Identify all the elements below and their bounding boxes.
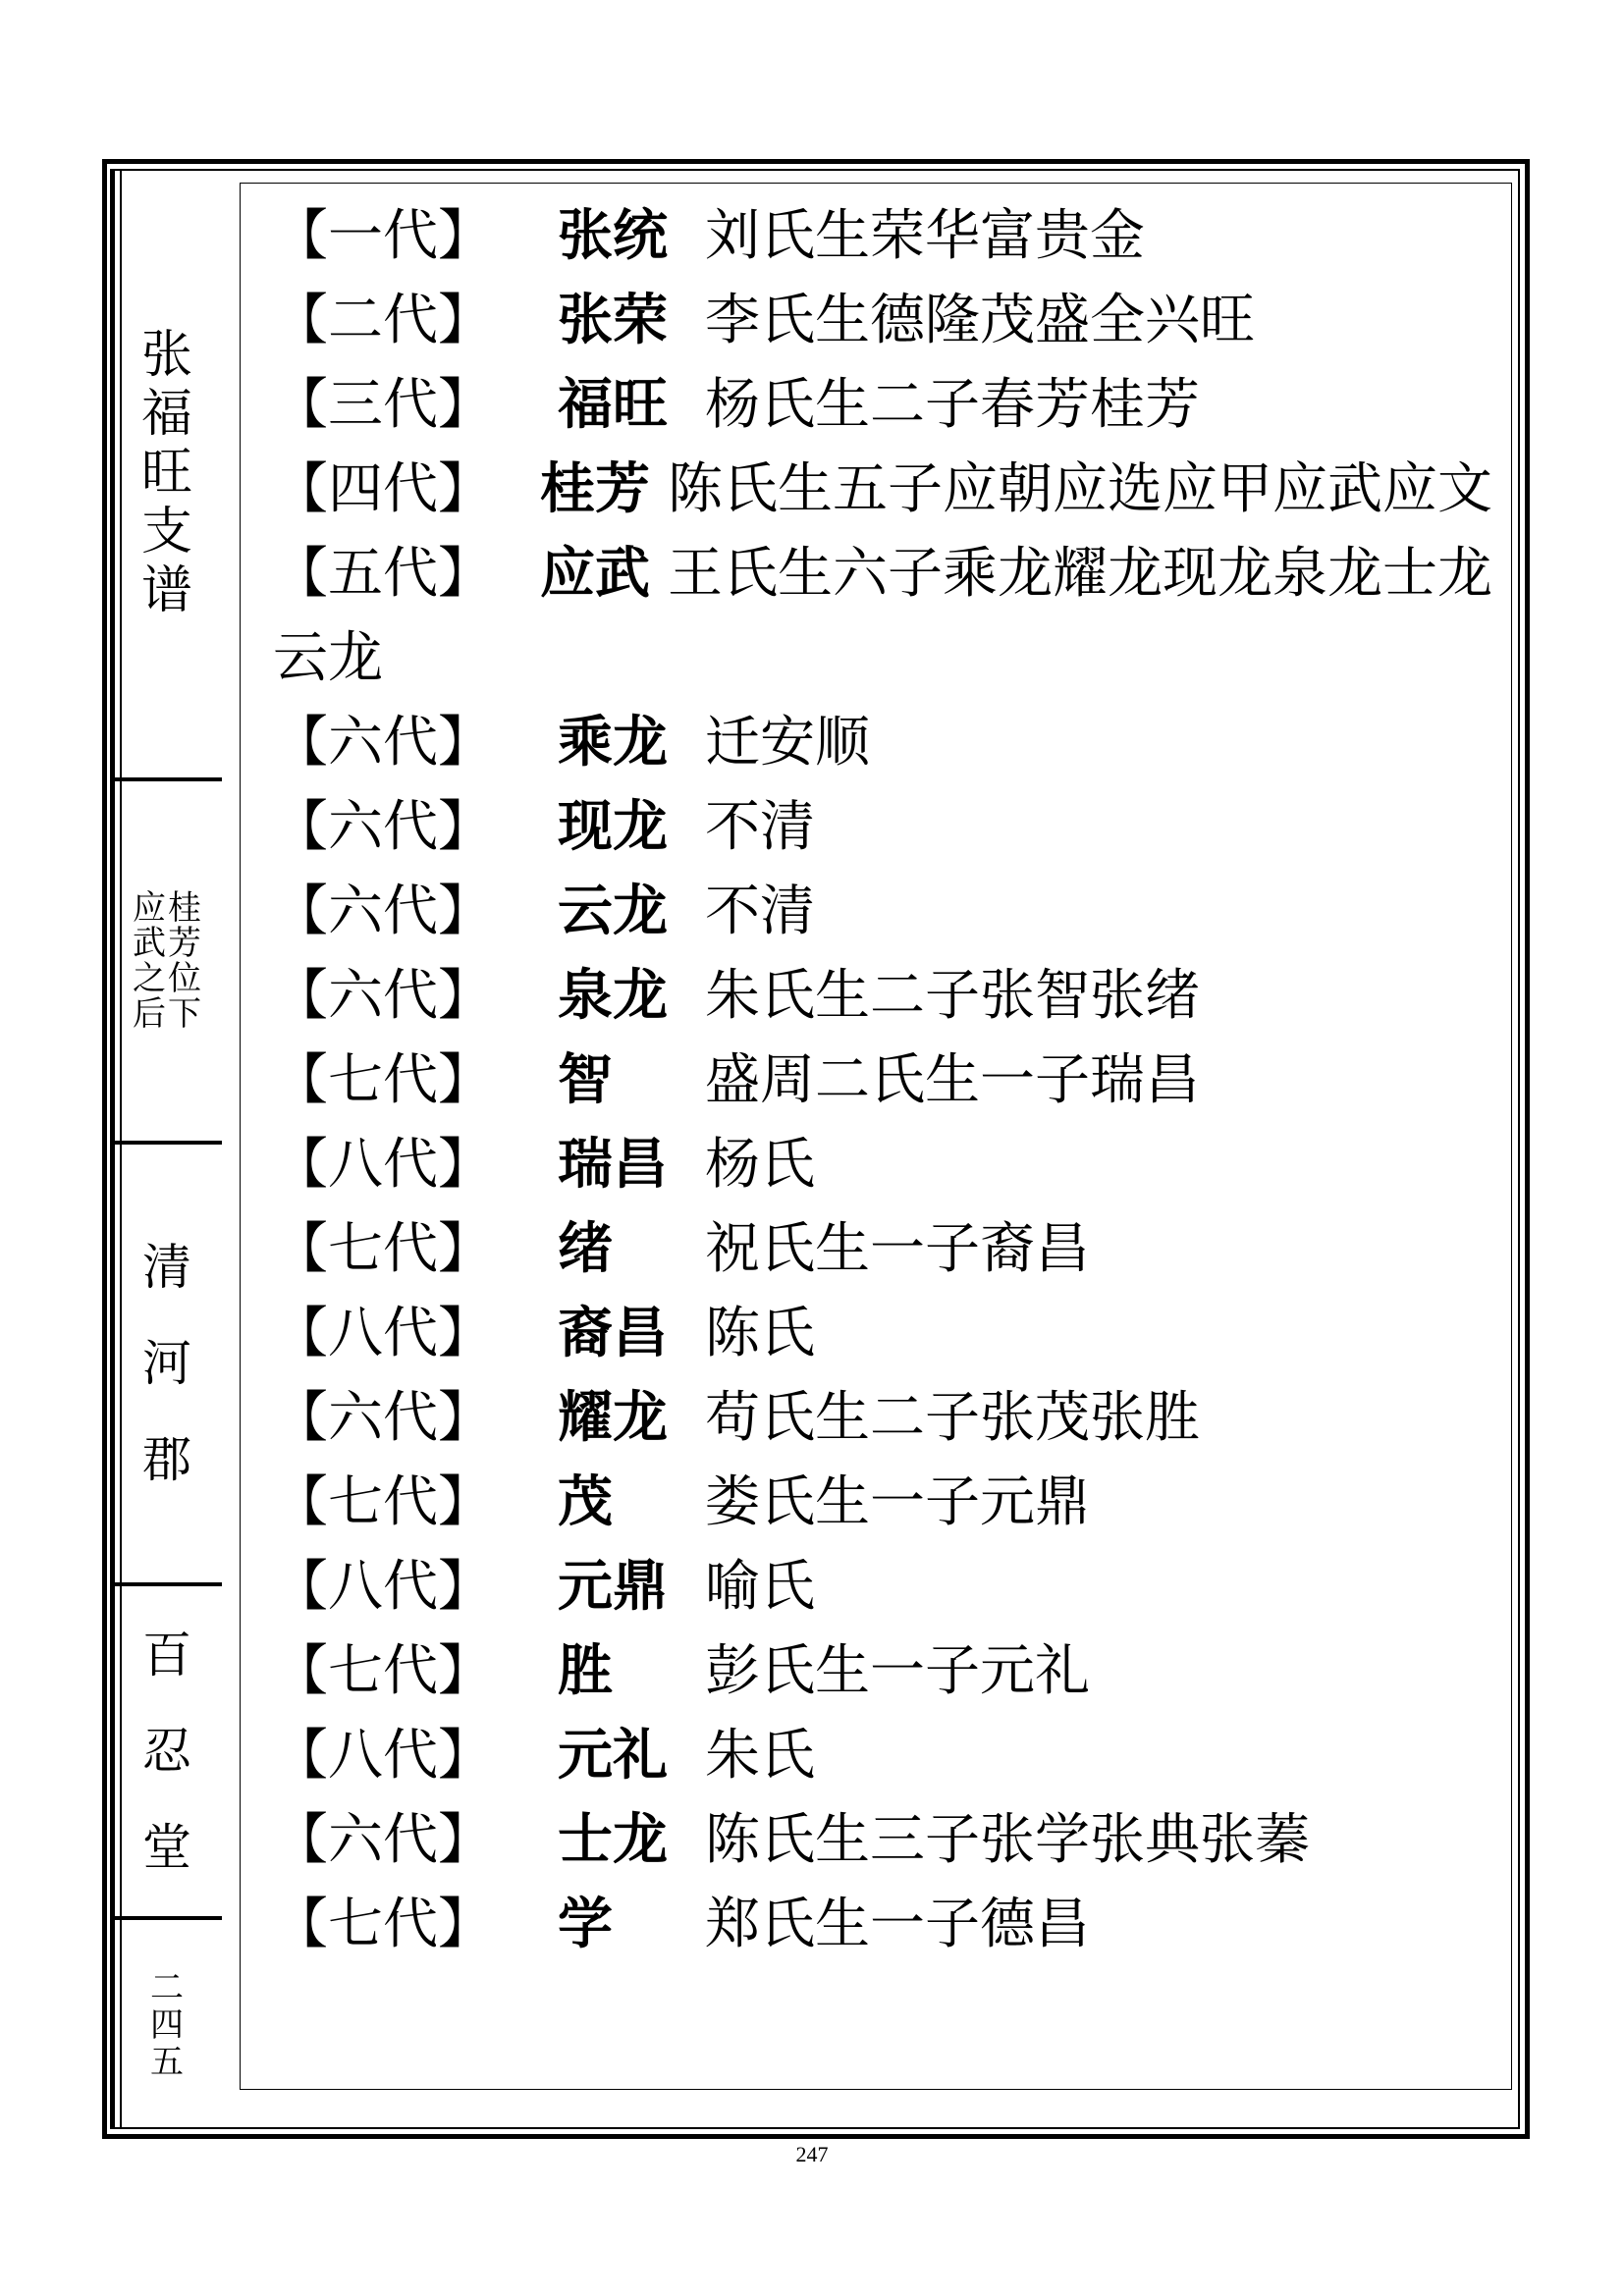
generation-label: 【五代】: [273, 542, 493, 606]
book-title-char: 张: [140, 326, 192, 385]
book-title-char: 谱: [140, 561, 192, 620]
generation-label: 【一代】: [273, 204, 493, 268]
person-name: 茂: [558, 1470, 613, 1534]
generation-label: 【六代】: [273, 880, 493, 943]
hall-char: 堂: [142, 1819, 191, 1876]
hall-char: 忍: [142, 1723, 191, 1780]
entry-description: 李氏生德隆茂盛全兴旺: [705, 289, 1255, 352]
entry-description: 郑氏生一子德昌: [705, 1893, 1090, 1956]
generation-label: 【八代】: [273, 1133, 493, 1197]
genealogy-entry: [273, 1461, 1510, 1545]
generation-label: 【七代】: [273, 1217, 493, 1281]
entry-description: 陈氏: [705, 1302, 815, 1365]
page-number-char: 二: [150, 1967, 184, 2007]
generation-label: 【八代】: [273, 1724, 493, 1788]
genealogy-entry: [273, 1798, 1510, 1883]
generation-label: 【七代】: [273, 1048, 493, 1112]
genealogy-entry: [273, 1123, 1510, 1207]
genealogy-entry: [273, 448, 1510, 532]
genealogy-entries: [273, 194, 1510, 1967]
genealogy-entry: [273, 1376, 1510, 1461]
genealogy-entry: [273, 870, 1510, 954]
entry-description: 娄氏生一子元鼎: [705, 1470, 1090, 1534]
entry-description: 刘氏生荣华富贵金: [705, 204, 1145, 268]
person-name: 乘龙: [558, 711, 668, 774]
subtitle-column: [168, 890, 201, 1032]
book-title: [112, 169, 222, 777]
generation-label: 【六代】: [273, 1808, 493, 1872]
entry-description: 苟氏生二子张茂张胜: [705, 1386, 1200, 1450]
generation-label: 【二代】: [273, 289, 493, 352]
person-name: 张统: [558, 204, 668, 268]
footer-page-number: 247: [795, 2142, 829, 2166]
subtitle-char: 应: [133, 888, 166, 928]
hall-char: 百: [142, 1627, 191, 1683]
entry-description: 喻氏: [705, 1555, 815, 1619]
subtitle-column: [133, 890, 166, 1032]
subtitle-char: 位: [168, 959, 201, 998]
entry-description: 不清: [705, 795, 815, 859]
generation-label: 【六代】: [273, 795, 493, 859]
entry-description: 杨氏: [705, 1133, 815, 1197]
book-title-char: 福: [140, 385, 192, 444]
genealogy-entry: [273, 1545, 1510, 1629]
generation-label: 【四代】: [273, 457, 493, 521]
entry-description: 朱氏: [705, 1724, 815, 1788]
genealogy-entry: [273, 1714, 1510, 1798]
genealogy-entry: [273, 1207, 1510, 1292]
person-name: 现龙: [558, 795, 668, 859]
generation-label: 【七代】: [273, 1639, 493, 1703]
generation-label: 【六代】: [273, 711, 493, 774]
entry-description: 迁安顺: [705, 711, 870, 774]
entry-description: 陈氏生三子张学张典张蓁: [705, 1808, 1310, 1872]
person-name: 应武: [540, 542, 650, 606]
person-name: 元礼: [558, 1724, 668, 1788]
generation-label: 【三代】: [273, 373, 493, 437]
book-title-char: 支: [140, 503, 192, 561]
clan-char: 河: [142, 1335, 191, 1392]
branch-subtitle: [112, 777, 222, 1141]
genealogy-entry: [273, 1629, 1510, 1714]
subtitle-box: [133, 890, 201, 1032]
genealogy-entry: [273, 194, 1510, 279]
sidebar-page-number: [112, 1916, 222, 2129]
clan-char: 清: [142, 1239, 191, 1296]
subtitle-char: 下: [168, 994, 201, 1034]
entry-description: 朱氏生二子张智张绪: [705, 964, 1200, 1028]
genealogy-entry: [273, 1883, 1510, 1967]
subtitle-char: 之: [133, 959, 166, 998]
genealogy-entry: [273, 532, 1510, 701]
entry-description: 杨氏生二子春芳桂芳: [705, 373, 1200, 437]
person-name: 绪: [558, 1217, 613, 1281]
person-name: 泉龙: [558, 964, 668, 1028]
entry-description: 祝氏生一子裔昌: [705, 1217, 1090, 1281]
subtitle-char: 后: [133, 994, 166, 1034]
person-name: 胜: [558, 1639, 613, 1703]
genealogy-entry: [273, 1292, 1510, 1376]
subtitle-char: 武: [133, 924, 166, 963]
book-title-char: 旺: [140, 444, 192, 503]
person-name: 学: [558, 1893, 613, 1956]
entry-description: 陈氏生五子应朝应选应甲应武应文: [668, 457, 1492, 521]
person-name: 云龙: [558, 880, 668, 943]
entry-description: 盛周二氏生一子瑞昌: [705, 1048, 1200, 1112]
generation-label: 【七代】: [273, 1893, 493, 1956]
clan-char: 郡: [142, 1431, 191, 1488]
subtitle-char: 桂: [168, 888, 201, 928]
generation-label: 【八代】: [273, 1555, 493, 1619]
subtitle-char: 芳: [168, 924, 201, 963]
genealogy-entry: [273, 785, 1510, 870]
genealogy-entry: [273, 363, 1510, 448]
person-name: 耀龙: [558, 1386, 668, 1450]
person-name: 张荣: [558, 289, 668, 352]
entry-description: 不清: [705, 880, 815, 943]
genealogy-entry: [273, 1039, 1510, 1123]
genealogy-entry: [273, 954, 1510, 1039]
genealogy-entry: [273, 701, 1510, 785]
person-name: 瑞昌: [558, 1133, 668, 1197]
page-number-char: 四: [150, 2004, 184, 2045]
sidebar: [112, 169, 222, 2129]
generation-label: 【六代】: [273, 964, 493, 1028]
entry-description: 彭氏生一子元礼: [705, 1639, 1090, 1703]
person-name: 智: [558, 1048, 613, 1112]
generation-label: 【八代】: [273, 1302, 493, 1365]
hall-name: [112, 1582, 222, 1916]
person-name: 元鼎: [558, 1555, 668, 1619]
generation-label: 【六代】: [273, 1386, 493, 1450]
entry-description: 王氏生六子乘龙耀龙现龙泉龙士龙云龙: [273, 542, 1492, 690]
person-name: 士龙: [558, 1808, 668, 1872]
clan-name: [112, 1141, 222, 1582]
person-name: 裔昌: [558, 1302, 668, 1365]
person-name: 桂芳: [540, 457, 650, 521]
genealogy-entry: [273, 279, 1510, 363]
generation-label: 【七代】: [273, 1470, 493, 1534]
person-name: 福旺: [558, 373, 668, 437]
page-number-char: 五: [150, 2042, 184, 2082]
